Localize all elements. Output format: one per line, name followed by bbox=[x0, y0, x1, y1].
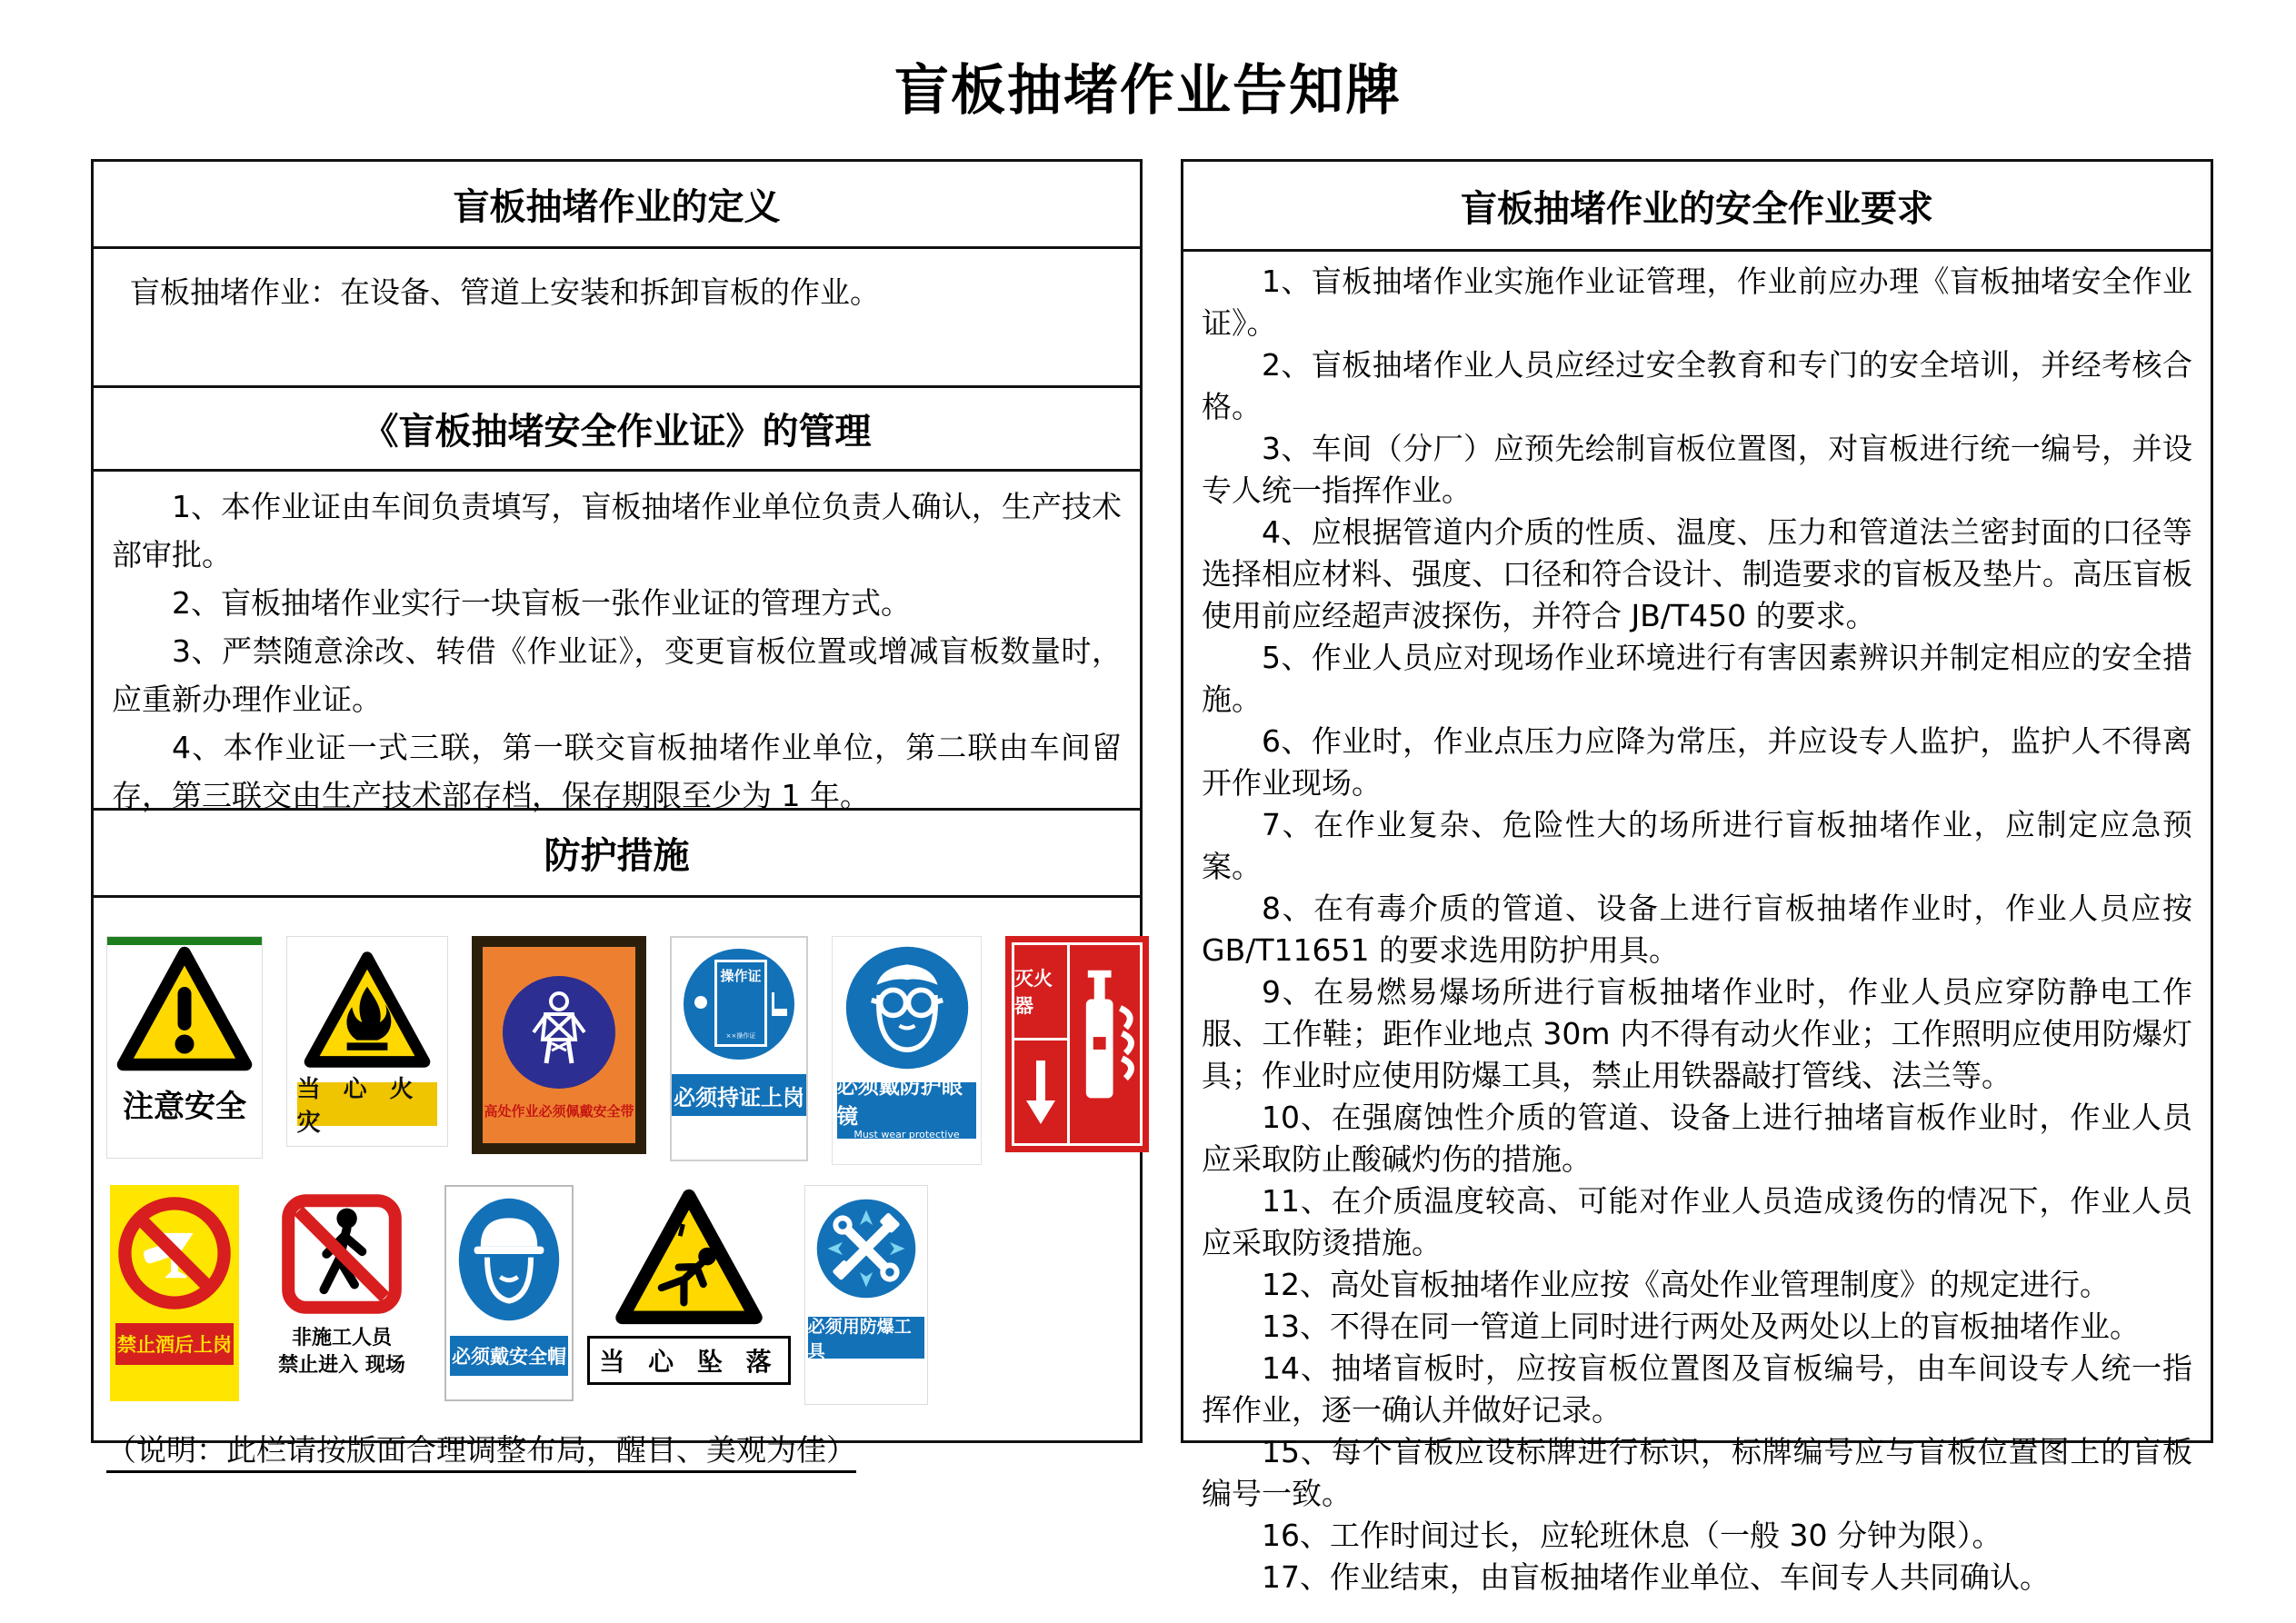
safety-requirement-item: 11、在介质温度较高、可能对作业人员造成烫伤的情况下，作业人员应采取防烫措施。 bbox=[1202, 1183, 2192, 1260]
down-arrow-icon bbox=[1014, 1041, 1067, 1143]
safety-requirement-item: 4、应根据管道内介质的性质、温度、压力和管道法兰密封面的口径等选择相应材料、强度、口径和符合设计、制造要求的盲板及垫片。高压盲板使用前应经超声波探伤，并符合 JB/T450 的要求。 bbox=[1202, 514, 2192, 633]
safety-requirement-item: 15、每个盲板应设标牌进行标识，标牌编号应与盲板位置图上的盲板编号一致。 bbox=[1202, 1434, 2192, 1511]
dot-icon bbox=[694, 996, 707, 1009]
sign-label: 必须戴防护眼镜 bbox=[836, 1075, 963, 1129]
safety-requirement-item: 14、抽堵盲板时，应按盲板位置图及盲板编号，由车间设专人统一指挥作业，逐一确认并做好记录。 bbox=[1202, 1350, 2192, 1428]
permit-management-section-title: 《盲板抽堵安全作业证》的管理 bbox=[94, 388, 1140, 472]
warning-triangle-falling-icon bbox=[613, 1189, 765, 1329]
sign-label: 注意安全 bbox=[123, 1089, 246, 1125]
permit-management-item: 1、本作业证由车间负责填写，盲板抽堵作业单位负责人确认，生产技术部审批。 bbox=[112, 489, 1122, 573]
safety-requirement-item: 10、在强腐蚀性介质的管道、设备上进行抽堵盲板作业时，作业人员应采取防止酸碱灼伤的措施。 bbox=[1202, 1100, 2192, 1177]
permit-management-item: 4、本作业证一式三联，第一联交盲板抽堵作业单位，第二联由车间留存，第三联交由生产技术部存档，保存期限至少为 1 年。 bbox=[112, 730, 1122, 813]
definition-section-body bbox=[94, 249, 1140, 388]
safety-requirement-item: 5、作业人员应对现场作业环境进行有害因素辨识并制定相应的安全措施。 bbox=[1202, 640, 2192, 717]
no-entry-sign bbox=[274, 1185, 410, 1410]
permit-management-item: 3、严禁随意涂改、转借《作业证》，变更盲板位置或增减盲板数量时，应重新办理作业证。 bbox=[112, 633, 1122, 717]
warning-triangle-exclamation-icon bbox=[116, 945, 253, 1076]
safety-requirement-item: 7、在作业复杂、危险性大的场所进行盲板抽堵作业，应制定应急预案。 bbox=[1202, 807, 2192, 884]
sign-label: 灭火器 bbox=[1014, 945, 1067, 1041]
extinguisher-icon bbox=[1070, 945, 1140, 1143]
sign-label: 必须用防爆工具 bbox=[808, 1317, 925, 1359]
sign-label-line2: 禁止进入 现场 bbox=[278, 1354, 405, 1377]
sign-label-en: Must wear protective goggles bbox=[854, 1129, 960, 1151]
no-alcohol-icon bbox=[115, 1194, 234, 1316]
sign-label-line1: 非施工人员 bbox=[291, 1327, 392, 1349]
layout-note: （说明：此栏请按版面合理调整布局，醒目、美观为佳） bbox=[106, 1427, 1127, 1469]
right-panel bbox=[1181, 159, 2213, 1595]
permit-card-title: 操作证 bbox=[720, 968, 762, 984]
fire-extinguisher-sign bbox=[1005, 936, 1149, 1152]
sign-label: 必须戴安全帽 bbox=[450, 1336, 568, 1376]
stand-icon bbox=[772, 992, 787, 1016]
protective-goggles-sign bbox=[832, 936, 982, 1165]
safety-requirement-item: 12、高处盲板抽堵作业应按《高处作业管理制度》的规定进行。 bbox=[1262, 1267, 2110, 1302]
safety-signs-row-2 bbox=[110, 1185, 1127, 1410]
permit-card-icon bbox=[684, 949, 794, 1060]
protective-measures-section-body bbox=[94, 898, 1140, 1469]
definition-text: 盲板抽堵作业：在设备、管道上安装和拆卸盲板的作业。 bbox=[130, 274, 880, 310]
green-bar bbox=[107, 937, 262, 945]
crossed-tools-icon bbox=[813, 1195, 920, 1306]
safety-requirement-item: 8、在有毒介质的管道、设备上进行盲板抽堵作业时，作业人员应按 GB/T11651 的要求选用防护用具。 bbox=[1202, 891, 2192, 968]
no-entry-walking-icon bbox=[278, 1190, 405, 1321]
safety-signs-row-1 bbox=[106, 936, 1127, 1165]
sign-label: 高处作业必须佩戴安全带 bbox=[484, 1102, 634, 1120]
permit-management-section-body bbox=[94, 472, 1140, 811]
safety-requirement-item: 9、在易燃易爆场所进行盲板抽堵作业时，作业人员应穿防静电工作服、工作鞋；距作业地点 30m 内不得有动火作业；工作照明应使用防爆灯具；作业时应使用防爆工具，禁止用铁器敲打管线、法兰等。 bbox=[1202, 974, 2192, 1093]
safety-requirements-body bbox=[1183, 252, 2211, 1598]
definition-section-title: 盲板抽堵作业的定义 bbox=[94, 162, 1140, 249]
safety-requirement-item: 16、工作时间过长，应轮班休息（一般 30 分钟为限）。 bbox=[1262, 1518, 2002, 1553]
hardhat-sign bbox=[444, 1185, 574, 1401]
caution-fire-sign bbox=[286, 936, 448, 1147]
sign-label: 禁止酒后上岗 bbox=[115, 1323, 235, 1365]
sign-label: 当 心 坠 落 bbox=[587, 1336, 790, 1385]
warning-triangle-flame-icon bbox=[304, 950, 431, 1073]
goggles-face-icon bbox=[844, 944, 971, 1075]
protective-measures-section-title: 防护措施 bbox=[94, 811, 1140, 898]
left-panel bbox=[91, 159, 1143, 1468]
caution-safety-sign bbox=[106, 936, 263, 1159]
harness-figure-icon bbox=[503, 976, 615, 1089]
work-permit-sign bbox=[670, 936, 808, 1161]
safety-harness-sign bbox=[472, 936, 646, 1154]
safety-requirement-item: 1、盲板抽堵作业实施作业证管理，作业前应办理《盲板抽堵安全作业证》。 bbox=[1202, 264, 2192, 341]
permit-card-subtext: ××操作证 bbox=[725, 1032, 756, 1040]
safety-requirements-title: 盲板抽堵作业的安全作业要求 bbox=[1183, 162, 2211, 252]
safety-requirement-item: 17、作业结束，由盲板抽堵作业单位、车间专人共同确认。 bbox=[1262, 1559, 2050, 1595]
sign-label: 当 心 火 灾 bbox=[297, 1082, 438, 1126]
safety-requirement-item: 2、盲板抽堵作业人员应经过安全教育和专门的安全培训，并经考核合格。 bbox=[1202, 347, 2192, 424]
hardhat-head-icon bbox=[454, 1196, 564, 1327]
safety-requirement-item: 3、车间（分厂）应预先绘制盲板位置图，对盲板进行统一编号，并设专人统一指挥作业。 bbox=[1202, 431, 2192, 508]
permit-management-item: 2、盲板抽堵作业实行一块盲板一张作业证的管理方式。 bbox=[172, 585, 911, 621]
no-alcohol-sign bbox=[110, 1185, 239, 1401]
caution-falling-sign bbox=[599, 1185, 779, 1396]
safety-requirement-item: 13、不得在同一管道上同时进行两处及两处以上的盲板抽堵作业。 bbox=[1262, 1309, 2140, 1344]
explosion-proof-tools-sign bbox=[804, 1185, 928, 1405]
sign-label: 必须持证上岗 bbox=[672, 1074, 806, 1116]
page-title: 盲板抽堵作业告知牌 bbox=[894, 59, 1402, 123]
safety-requirement-item: 6、作业时，作业点压力应降为常压，并应设专人监护，监护人不得离开作业现场。 bbox=[1202, 723, 2192, 801]
